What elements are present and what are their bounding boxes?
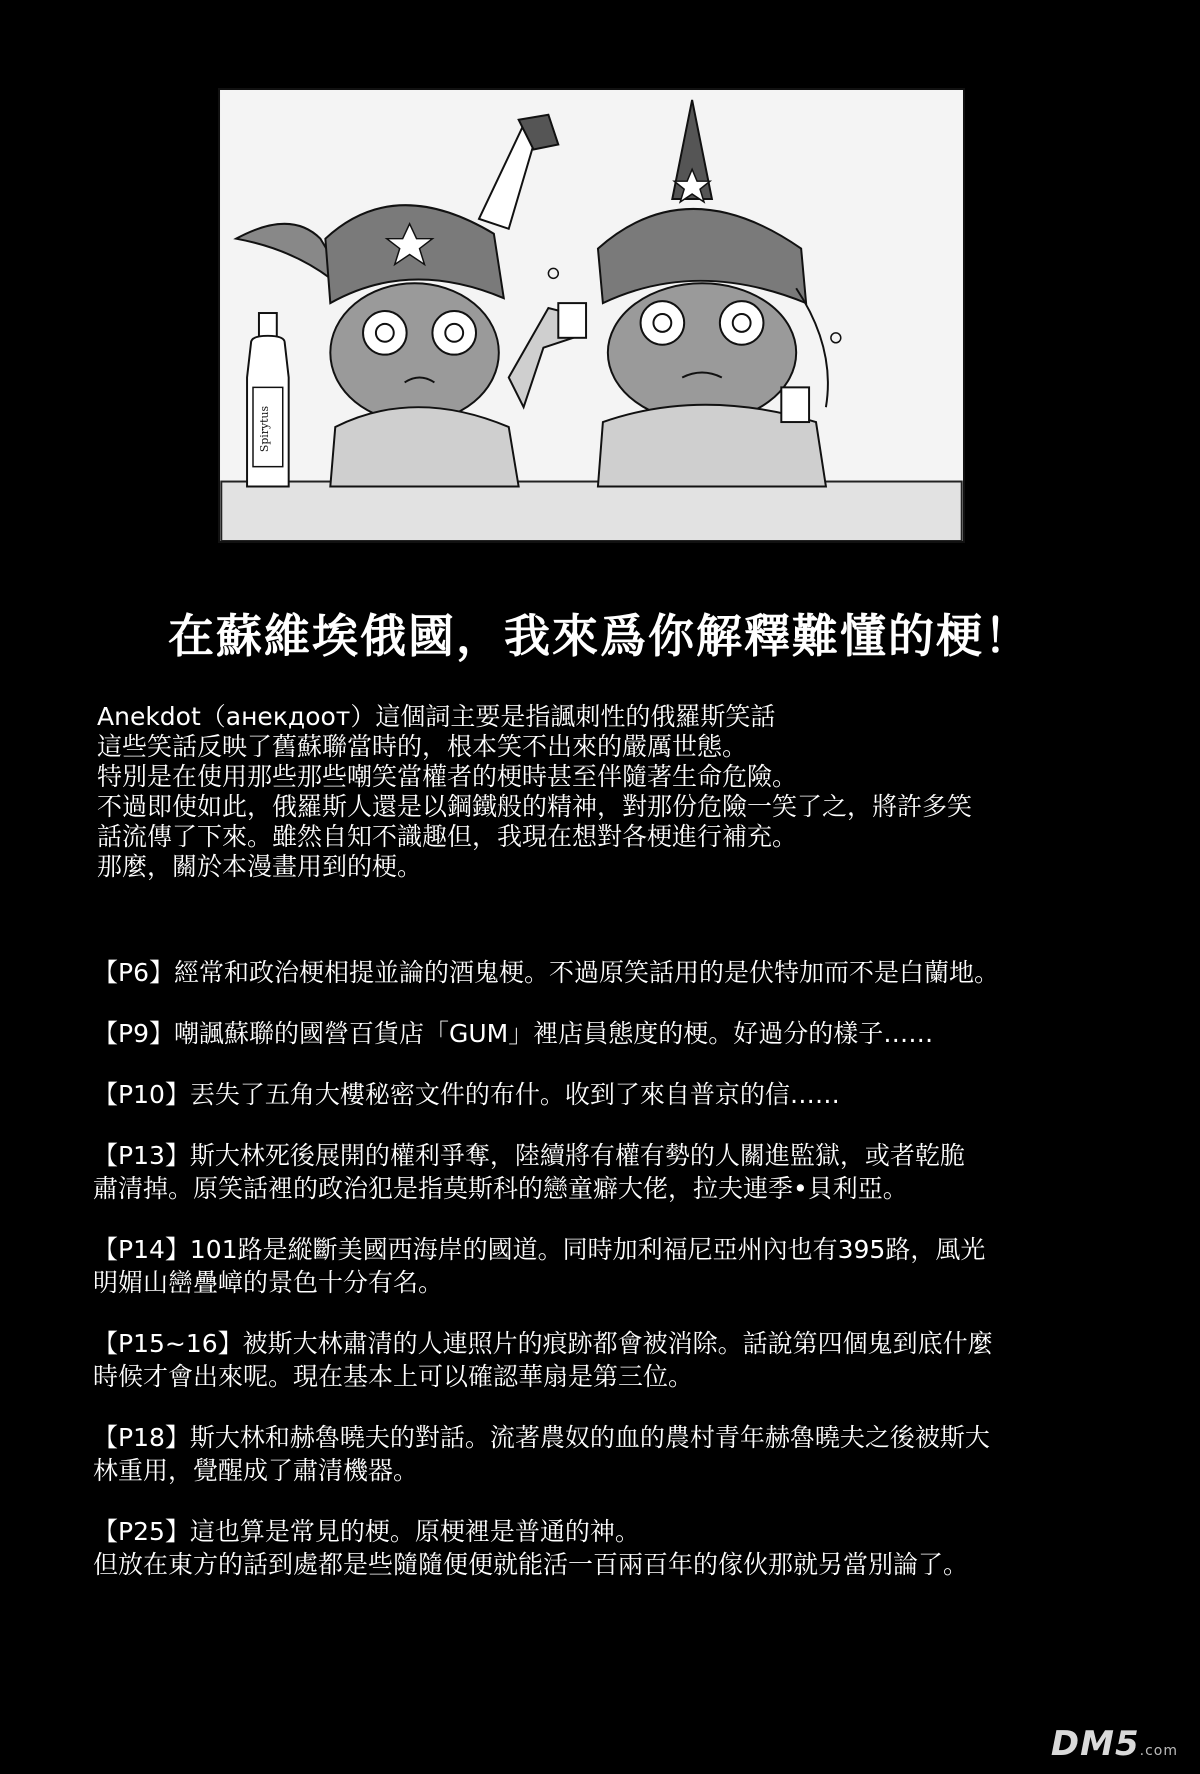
- note-line: 但放在東方的話到處都是些隨隨便便就能活一百兩百年的傢伙那就另當別論了。: [93, 1550, 969, 1579]
- note-line: 【P10】丟失了五角大樓秘密文件的布什。收到了來自普京的信……: [93, 1080, 840, 1109]
- site-watermark: [1051, 1724, 1178, 1764]
- note-p10: [93, 1078, 1153, 1111]
- note-line: 【P18】斯大林和赫魯曉夫的對話。流著農奴的血的農村青年赫魯曉夫之後被斯大: [93, 1423, 990, 1452]
- note-p25: [93, 1515, 1153, 1581]
- page-headline: 在蘇維埃俄國，我來爲你解釋難懂的梗！: [168, 609, 1032, 663]
- note-line: 【P6】經常和政治梗相提並論的酒鬼梗。不過原笑話用的是伏特加而不是白蘭地。: [93, 958, 999, 987]
- intro-line: 特別是在使用那些那些嘲笑當權者的梗時甚至伴隨著生命危險。: [97, 762, 798, 791]
- note-line: 時候才會出來呢。現在基本上可以確認華扇是第三位。: [93, 1362, 694, 1391]
- note-line: 【P15~16】被斯大林肅清的人連照片的痕跡都會被消除。話說第四個鬼到底什麼: [93, 1329, 993, 1358]
- note-line: 肅清掉。原笑話裡的政治犯是指莫斯科的戀童癖大佬，拉夫連季•貝利亞。: [93, 1174, 908, 1203]
- illustration-drawing: [220, 90, 963, 541]
- note-p13: [93, 1139, 1153, 1205]
- note-line: 【P9】嘲諷蘇聯的國營百貨店「GUM」裡店員態度的梗。好過分的樣子……: [93, 1019, 934, 1048]
- spirytus-bottle: [247, 313, 289, 486]
- intro-line: 話流傳了下來。雖然自知不識趣但，我現在想對各梗進行補充。: [97, 822, 798, 851]
- watermark-suffix: .com: [1139, 1743, 1178, 1759]
- comic-illustration: [218, 88, 965, 543]
- note-line: 【P25】這也算是常見的梗。原梗裡是普通的神。: [93, 1517, 640, 1546]
- note-p14: [93, 1233, 1153, 1299]
- intro-paragraph: [97, 702, 1137, 882]
- note-p15-16: [93, 1327, 1153, 1393]
- notes-list: [93, 956, 1153, 1609]
- note-line: 【P14】101路是縱斷美國西海岸的國道。同時加利福尼亞州內也有395路，風光: [93, 1235, 986, 1264]
- note-p18: [93, 1421, 1153, 1487]
- intro-line: 這些笑話反映了舊蘇聯當時的，根本笑不出來的嚴厲世態。: [97, 732, 748, 761]
- bottle-label: Spirytus: [257, 405, 271, 453]
- note-line: 明媚山巒疊嶂的景色十分有名。: [93, 1268, 444, 1297]
- note-line: 林重用，覺醒成了肅清機器。: [93, 1456, 419, 1485]
- note-line: 【P13】斯大林死後展開的權利爭奪，陸續將有權有勢的人關進監獄，或者乾脆: [93, 1141, 965, 1170]
- watermark-main: DM5: [1050, 1724, 1140, 1764]
- intro-line: Anekdot（анекдоот）這個詞主要是指諷刺性的俄羅斯笑話: [97, 702, 776, 731]
- bar-counter: [221, 482, 961, 541]
- note-p6: [93, 956, 1153, 989]
- intro-line: 那麼，關於本漫畫用到的梗。: [97, 852, 423, 881]
- note-p9: [93, 1017, 1153, 1050]
- intro-line: 不過即使如此，俄羅斯人還是以鋼鐵般的精神，對那份危險一笑了之，將許多笑: [97, 792, 973, 821]
